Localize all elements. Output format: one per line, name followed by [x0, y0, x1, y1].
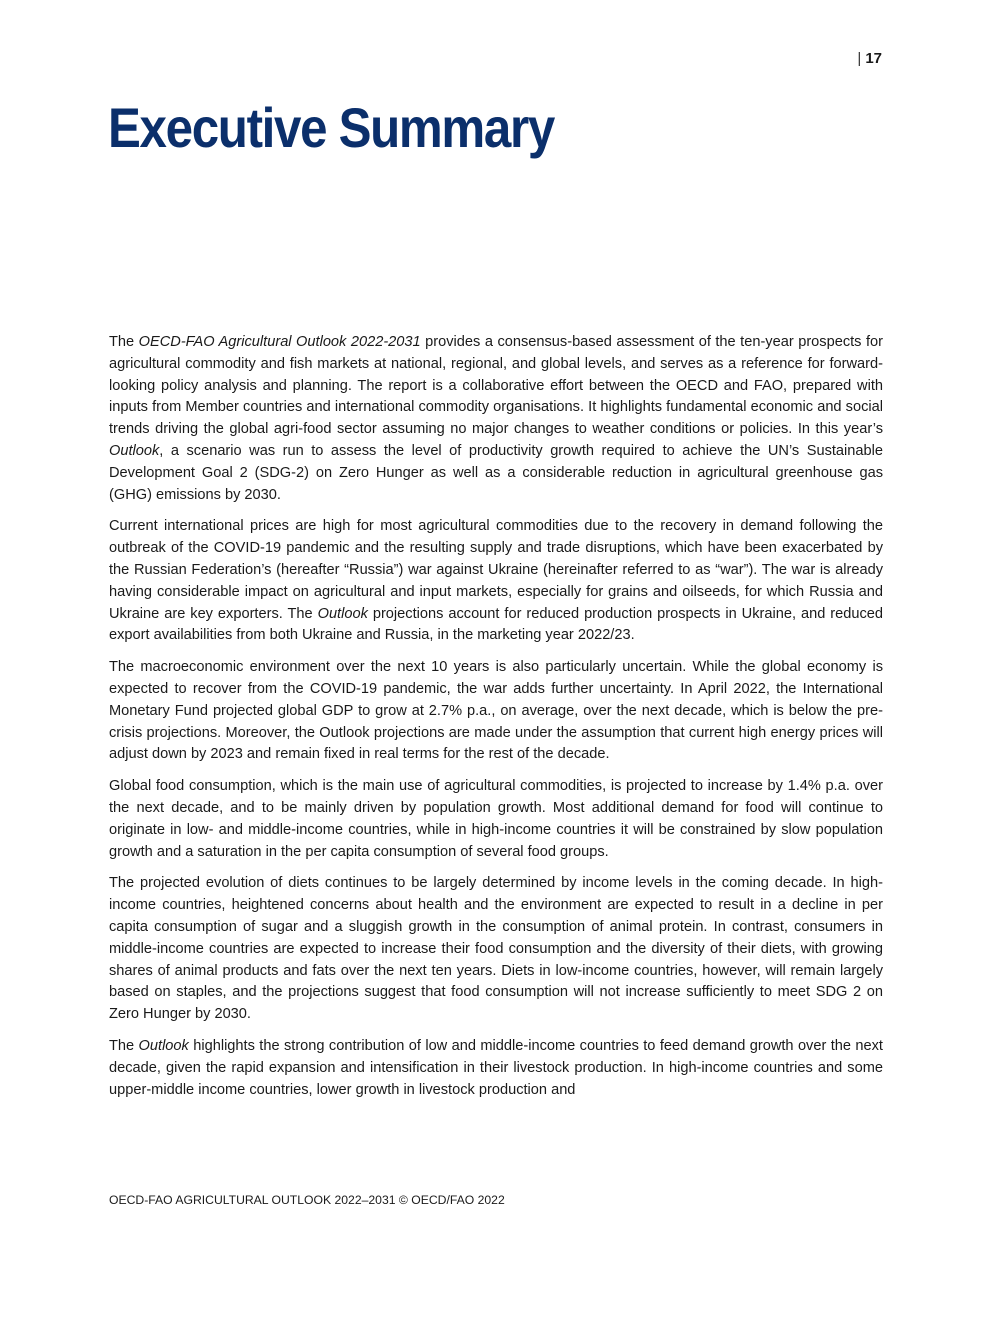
- outlook-italic: Outlook: [109, 442, 160, 459]
- outlook-italic: Outlook: [138, 1037, 189, 1054]
- paragraph-macroeconomic: The macroeconomic environment over the next 10 years is also particularly uncertain. While the global economy is expected to recover from the COVID-19 pandemic, the war adds further uncertainty. In April 2022, the International Monetary Fund projected global GDP to grow at 2.7% p.a., on average, over the next decade, which is below the pre-crisis projections. Moreover, the Outlook projections are made under the assumption that current high energy prices will adjust down by 2023 and remain fixed in real terms for the rest of the decade.: [109, 659, 883, 763]
- paragraph-feed-demand: The Outlook highlights the strong contribution of low and middle-income countries to feed demand growth over the next decade, given the rapid expansion and intensification in their livestock production. In high-income countries and some upper-middle income countries, lower growth in livestock production and: [109, 1037, 883, 1098]
- page-number-separator: |: [857, 50, 862, 67]
- paragraph-food-consumption: Global food consumption, which is the main use of agricultural commodities, is projected to increase by 1.4% p.a. over the next decade, and to be mainly driven by population growth. Most additional demand for food will continue to originate in low- and middle-income countries, while in high-income countries it will be constrained by slow population growth and a saturation in the per capita consumption of several food groups.: [109, 778, 883, 860]
- paragraph-intro: The OECD-FAO Agricultural Outlook 2022-2031 provides a consensus-based assessment of the ten-year prospects for agricultural commodity and fish markets at national, regional, and global levels, and serves as a reference for forward-looking policy analysis and planning. The report is a collaborative effort between the OECD and FAO, prepared with inputs from Member countries and international commodity organisations. It highlights fundamental economic and social trends driving the global agri-food sector assuming no major changes to weather conditions or policies. In this year’s Outlook, a scenario was run to assess the level of productivity growth required to achieve the UN’s Sustainable Development Goal 2 (SDG-2) on Zero Hunger as well as a considerable reduction in agricultural greenhouse gas (GHG) emissions by 2030.: [109, 334, 884, 503]
- paragraph-prices: Current international prices are high for most agricultural commodities due to the recovery in demand following the outbreak of the COVID-19 pandemic and the resulting supply and trade disruptions, which have been exacerbated by the Russian Federation’s (hereafter “Russia”) war against Ukraine (hereinafter referred to as “war”). The war is already having considerable impact on agricultural and input markets, especially for grains and oilseeds, for which Russia and Ukraine are key exporters. The Outlook projections account for reduced production prospects in Ukraine, and reduced export availabilities from both Ukraine and Russia, in the marketing year 2022/23.: [109, 518, 884, 644]
- page-number-value: 17: [865, 50, 882, 67]
- page-title: Executive Summary: [108, 96, 554, 159]
- page-footer: OECD-FAO AGRICULTURAL OUTLOOK 2022–2031 © OECD/FAO 2022: [109, 1193, 505, 1207]
- outlook-italic: Outlook: [317, 605, 368, 622]
- report-title-italic: OECD-FAO Agricultural Outlook 2022-2031: [138, 334, 421, 350]
- paragraph-diets: The projected evolution of diets continues to be largely determined by income levels in the coming decade. In high-income countries, heightened concerns about health and the environment are expected to result in a decline in per capita consumption of sugar and a sluggish growth in the consumption of animal protein. In contrast, consumers in middle-income countries are expected to increase their food consumption and the diversity of their diets, with growing shares of animal products and fats over the next ten years. Diets in low-income countries, however, will remain largely based on staples, and the projections suggest that food consumption will not increase sufficiently to meet SDG 2 on Zero Hunger by 2030.: [109, 875, 883, 1023]
- page-number: [857, 50, 882, 67]
- body-text: [109, 332, 883, 1111]
